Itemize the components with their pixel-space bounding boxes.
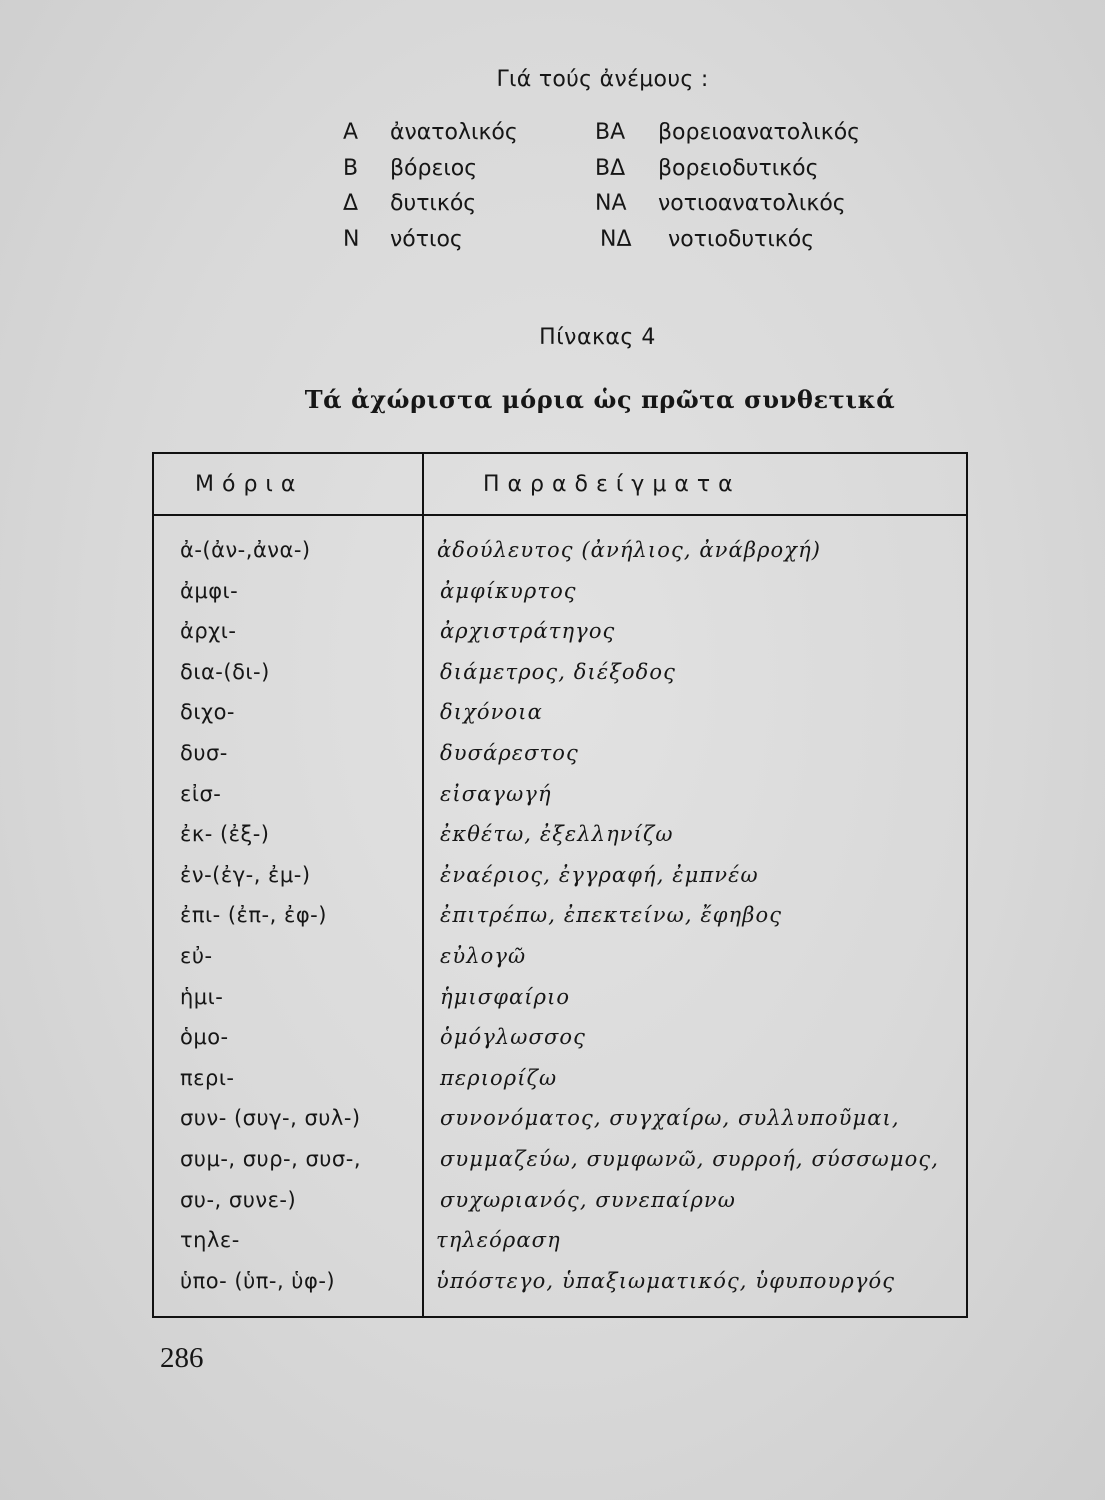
prefix-cell: περι- <box>180 1065 235 1090</box>
table-row <box>154 977 966 1018</box>
table-row <box>154 652 966 693</box>
table-row <box>154 1098 966 1139</box>
prefix-cell: τηλε- <box>180 1228 240 1253</box>
prefix-table <box>152 452 968 1318</box>
page-number: 286 <box>160 1342 204 1374</box>
prefix-cell: εὐ- <box>180 943 213 968</box>
prefix-cell: ὁμο- <box>180 1025 229 1050</box>
table-row <box>154 936 966 977</box>
examples-cell: ἐπιτρέπω, ἐπεκτείνω, ἔφηβος <box>440 903 783 928</box>
table-row <box>154 774 966 815</box>
table-row <box>154 692 966 733</box>
examples-cell: ἀδούλευτος (ἀνήλιος, ἀνάβροχή) <box>437 538 822 562</box>
wind-name-compound: βορειοανατολικός <box>658 120 861 145</box>
wind-code-compound: ΝΔ <box>600 227 632 253</box>
wind-code: Β <box>343 155 359 181</box>
table-row <box>154 895 966 936</box>
table-title: Τά ἀχώριστα μόρια ὡς πρῶτα συνθετικά <box>304 385 896 414</box>
wind-row <box>0 186 1105 222</box>
wind-code-compound: ΒΔ <box>595 155 626 181</box>
examples-cell: ἀρχιστράτηγος <box>440 619 616 644</box>
examples-cell: διχόνοια <box>440 700 543 725</box>
prefix-cell: συ-, συνε-) <box>180 1187 297 1212</box>
prefix-cell: εἰσ- <box>180 781 222 806</box>
examples-cell: ὁμόγλωσσος <box>440 1025 586 1050</box>
wind-name-compound: νοτιοανατολικός <box>658 191 846 217</box>
examples-cell: ἀμφίκυρτος <box>440 578 577 603</box>
table-row <box>154 814 966 855</box>
table-row <box>154 571 966 612</box>
examples-cell: δυσάρεστος <box>440 740 579 765</box>
examples-cell: ἐναέριος, ἐγγραφή, ἐμπνέω <box>440 862 759 887</box>
table-row <box>154 530 966 571</box>
wind-name: βόρειος <box>390 155 478 181</box>
examples-cell: ἡμισφαίριο <box>440 984 571 1009</box>
examples-cell: τηλεόραση <box>436 1228 561 1253</box>
wind-name-compound: νοτιοδυτικός <box>668 227 815 253</box>
table-row <box>154 1220 966 1261</box>
prefix-cell: δια-(δι-) <box>180 659 270 684</box>
prefix-cell: ἀμφι- <box>180 578 239 603</box>
prefix-cell: συν- (συγ-, συλ-) <box>180 1106 361 1131</box>
winds-heading: Γιά τούς ἀνέμους : <box>496 67 709 92</box>
prefix-cell: ἐπι- (ἐπ-, ἐφ-) <box>180 903 327 928</box>
examples-cell: ὑπόστεγο, ὑπαξιωματικός, ὑφυπουργός <box>436 1268 896 1293</box>
examples-cell: εὐλογῶ <box>440 943 527 968</box>
prefix-cell: ἐκ- (ἐξ-) <box>180 822 270 847</box>
table-row <box>154 1139 966 1180</box>
winds-list <box>0 115 1105 258</box>
prefix-cell: ἀ-(ἀν-,ἀνα-) <box>180 538 311 562</box>
table-row <box>154 1261 966 1302</box>
examples-cell: ἐκθέτω, ἐξελληνίζω <box>440 822 674 847</box>
wind-code: Ν <box>343 227 360 253</box>
examples-cell: συμμαζεύω, συμφωνῶ, συρροή, σύσσωμος, <box>440 1146 939 1171</box>
header-prefixes: Μόρια <box>195 472 304 497</box>
wind-code: Δ <box>343 191 359 217</box>
wind-code-compound: ΒΑ <box>595 120 626 145</box>
examples-cell: εἰσαγωγή <box>440 781 552 806</box>
examples-cell: συχωριανός, συνεπαίρνω <box>440 1187 737 1212</box>
table-row <box>154 1058 966 1099</box>
table-body <box>154 530 966 1301</box>
wind-row <box>0 222 1105 258</box>
examples-cell: διάμετρος, διέξοδος <box>440 659 676 684</box>
table-header <box>154 454 966 516</box>
table-row <box>154 855 966 896</box>
table-row <box>154 1180 966 1221</box>
prefix-cell: ἡμι- <box>180 984 224 1009</box>
wind-name: ἀνατολικός <box>390 120 518 145</box>
wind-name: δυτικός <box>390 191 477 217</box>
wind-row <box>0 115 1105 151</box>
wind-name: νότιος <box>390 227 463 253</box>
wind-name-compound: βορειοδυτικός <box>658 155 819 181</box>
wind-code-compound: ΝΑ <box>595 191 627 217</box>
wind-code: Α <box>343 120 359 145</box>
prefix-cell: ὑπο- (ὑπ-, ὑφ-) <box>180 1268 336 1293</box>
examples-cell: συνονόματος, συγχαίρω, συλλυποῦμαι, <box>440 1106 900 1131</box>
prefix-cell: διχο- <box>180 700 236 725</box>
table-row <box>154 611 966 652</box>
prefix-cell: δυσ- <box>180 740 228 765</box>
examples-cell: περιορίζω <box>440 1065 558 1090</box>
table-row <box>154 733 966 774</box>
prefix-cell: ἀρχι- <box>180 619 237 644</box>
table-label: Πίνακας 4 <box>539 325 656 350</box>
prefix-cell: συμ-, συρ-, συσ-, <box>180 1146 361 1171</box>
prefix-cell: ἐν-(ἐγ-, ἐμ-) <box>180 862 311 887</box>
wind-row <box>0 151 1105 187</box>
table-row <box>154 1017 966 1058</box>
header-examples: Παραδείγματα <box>483 472 741 497</box>
